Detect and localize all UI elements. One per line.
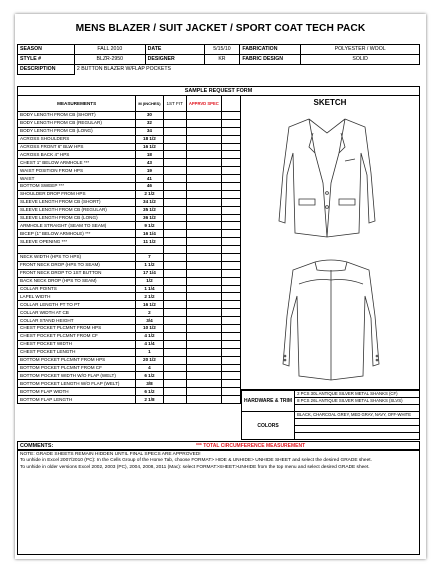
- extra-cell[interactable]: [221, 364, 240, 372]
- measurement-label: CHEST POCKET WIDTH: [18, 340, 136, 348]
- fabrication-label: FABRICATION: [240, 45, 301, 55]
- extra-cell[interactable]: [221, 293, 240, 301]
- first-fit-cell[interactable]: [163, 198, 186, 206]
- extra-cell[interactable]: [221, 159, 240, 167]
- first-fit-cell[interactable]: [163, 325, 186, 333]
- measurement-row: [18, 340, 241, 348]
- approved-spec-cell[interactable]: [186, 317, 221, 325]
- date-label: DATE: [145, 45, 204, 55]
- designer-label: DESIGNER: [145, 55, 204, 65]
- approved-spec-cell[interactable]: [186, 198, 221, 206]
- form-title: SAMPLE REQUEST FORM: [17, 86, 420, 95]
- measurement-value[interactable]: 17 1/4: [136, 269, 163, 277]
- fabric-design-label: FABRIC DESIGN: [240, 55, 301, 65]
- approved-spec-cell[interactable]: [186, 340, 221, 348]
- measurement-value[interactable]: 9 1/2: [136, 222, 163, 230]
- approved-spec-cell[interactable]: [186, 269, 221, 277]
- measurement-row: [18, 230, 241, 238]
- hardware-line-3[interactable]: [295, 405, 420, 412]
- measurement-label: WAIST: [18, 175, 136, 183]
- approved-spec-cell[interactable]: [186, 380, 221, 388]
- measurement-row: [18, 269, 241, 277]
- measurement-row: [18, 135, 241, 143]
- first-fit-cell[interactable]: [163, 356, 186, 364]
- approved-spec-cell[interactable]: [186, 214, 221, 222]
- measurement-value[interactable]: 3/8: [136, 380, 163, 388]
- season-label: SEASON: [18, 45, 75, 55]
- page-title: MENS BLAZER / SUIT JACKET / SPORT COAT TECH PACK: [75, 23, 366, 34]
- extra-cell[interactable]: [221, 380, 240, 388]
- measurement-label: SLEEVE OPENING ***: [18, 238, 136, 246]
- measurement-value[interactable]: 18 1/2: [136, 135, 163, 143]
- measurement-label: BICEP (1" BELOW ARMHOLE) ***: [18, 230, 136, 238]
- approved-spec-cell[interactable]: [186, 309, 221, 317]
- approved-spec-cell[interactable]: [186, 190, 221, 198]
- measurement-label: CHEST POCKET PLCMNT FROM HPS: [18, 325, 136, 333]
- measurement-value[interactable]: 1 1/4: [136, 285, 163, 293]
- fabrication-value[interactable]: POLYESTER / WOOL: [301, 45, 420, 55]
- extra-cell[interactable]: [221, 285, 240, 293]
- colors-line-2[interactable]: [295, 419, 420, 426]
- extra-cell[interactable]: [221, 246, 240, 254]
- blazer-back-sketch: [275, 256, 387, 386]
- measurement-row: [18, 167, 241, 175]
- first-fit-cell[interactable]: [163, 167, 186, 175]
- measurement-row: [18, 325, 241, 333]
- measurement-row: [18, 183, 241, 191]
- hardware-line-2[interactable]: 8 PCS 26L ANTIQUE SILVER METAL SHANKS (SLVS): [295, 398, 420, 405]
- measurement-value[interactable]: 3/4: [136, 317, 163, 325]
- first-fit-cell[interactable]: [163, 301, 186, 309]
- first-fit-cell[interactable]: [163, 309, 186, 317]
- measurement-value[interactable]: 11 1/2: [136, 238, 163, 246]
- extra-cell[interactable]: [221, 214, 240, 222]
- measurement-value[interactable]: 34: [136, 127, 163, 135]
- measurement-row: [18, 151, 241, 159]
- extra-cell[interactable]: [221, 356, 240, 364]
- approved-spec-cell[interactable]: [186, 127, 221, 135]
- measurement-label: COLLAR LENGTH PT TO PT: [18, 301, 136, 309]
- extra-cell[interactable]: [221, 183, 240, 191]
- approved-spec-cell[interactable]: [186, 356, 221, 364]
- measurement-label: FRONT NECK DROP (HPS TO SEAM): [18, 261, 136, 269]
- colors-line-3[interactable]: [295, 426, 420, 433]
- first-fit-cell[interactable]: [163, 269, 186, 277]
- notes-line-1: NOTE: GRADE SHEETS REMAIN HIDDEN UNTIL FINAL SPECS ARE APPROVED!: [20, 452, 201, 457]
- first-fit-cell[interactable]: [163, 183, 186, 191]
- measurement-row: [18, 348, 241, 356]
- first-fit-cell[interactable]: [163, 151, 186, 159]
- measurement-row: [18, 206, 241, 214]
- extra-cell[interactable]: [221, 222, 240, 230]
- measurement-row: [18, 198, 241, 206]
- measurement-value[interactable]: 20 1/2: [136, 356, 163, 364]
- first-fit-cell[interactable]: [163, 317, 186, 325]
- approved-spec-cell[interactable]: [186, 175, 221, 183]
- measurement-label: BOTTOM POCKET PLCMNT FROM HPS: [18, 356, 136, 364]
- extra-cell[interactable]: [221, 269, 240, 277]
- approved-spec-cell[interactable]: [186, 277, 221, 285]
- fabric-design-value[interactable]: SOLID: [301, 55, 420, 65]
- measurement-value[interactable]: 4: [136, 364, 163, 372]
- extra-cell[interactable]: [221, 135, 240, 143]
- measurement-label: BOTTOM SWEEP ***: [18, 183, 136, 191]
- measurement-label: LAPEL WIDTH: [18, 293, 136, 301]
- measurement-value[interactable]: 1/2: [136, 277, 163, 285]
- sketch-title: SKETCH: [313, 98, 347, 107]
- measurement-label: CHEST POCKET PLCMNT FROM CF: [18, 332, 136, 340]
- m-inches-header: M (INCHES): [136, 96, 163, 112]
- measurement-row: [18, 127, 241, 135]
- first-fit-cell[interactable]: [163, 190, 186, 198]
- measurement-value[interactable]: [136, 246, 163, 254]
- extra-cell[interactable]: [221, 238, 240, 246]
- measurement-value[interactable]: 43: [136, 159, 163, 167]
- comments-row: [17, 441, 420, 450]
- extra-cell[interactable]: [221, 167, 240, 175]
- first-fit-cell[interactable]: [163, 159, 186, 167]
- approved-spec-cell[interactable]: [186, 151, 221, 159]
- measurement-value[interactable]: 34 1/2: [136, 198, 163, 206]
- designer-value[interactable]: KR: [204, 55, 240, 65]
- first-fit-cell[interactable]: [163, 396, 186, 404]
- first-fit-cell[interactable]: [163, 214, 186, 222]
- measurement-label: ACROSS FRONT 6" BLW HPS: [18, 143, 136, 151]
- colors-line-4[interactable]: [295, 433, 420, 440]
- measurement-row: [18, 301, 241, 309]
- measurement-row: [18, 238, 241, 246]
- approved-spec-cell[interactable]: [186, 261, 221, 269]
- first-fit-cell[interactable]: [163, 119, 186, 127]
- measurement-row: [18, 309, 241, 317]
- info-table: [17, 44, 420, 75]
- description-value[interactable]: 2 BUTTON BLAZER W/FLAP POCKETS: [74, 65, 419, 75]
- sketch-area: [241, 95, 420, 390]
- measurement-value[interactable]: 10 1/2: [136, 325, 163, 333]
- date-value[interactable]: 5/15/10: [204, 45, 240, 55]
- measurement-label: NECK WIDTH (HPS TO HPS): [18, 254, 136, 262]
- extra-cell[interactable]: [221, 190, 240, 198]
- measurement-value[interactable]: 18: [136, 151, 163, 159]
- measurement-value[interactable]: 19: [136, 167, 163, 175]
- hardware-label: HARDWARE & TRIM: [242, 391, 295, 412]
- approved-spec-cell[interactable]: [186, 143, 221, 151]
- measurement-row: [18, 277, 241, 285]
- measurement-row: [18, 317, 241, 325]
- measurement-value[interactable]: 4 1/2: [136, 332, 163, 340]
- first-fit-cell[interactable]: [163, 254, 186, 262]
- measurement-label: COLLAR POINTS: [18, 285, 136, 293]
- colors-value[interactable]: BLACK, CHARCOAL GREY, MED GRAY, NAVY, OFF-WHITE: [295, 412, 420, 419]
- measurement-value[interactable]: 1 1/2: [136, 261, 163, 269]
- approved-spec-cell[interactable]: [186, 396, 221, 404]
- approved-spec-cell[interactable]: [186, 135, 221, 143]
- first-fit-cell[interactable]: [163, 285, 186, 293]
- measurement-value[interactable]: 16 1/4: [136, 230, 163, 238]
- approved-spec-cell[interactable]: [186, 183, 221, 191]
- first-fit-cell[interactable]: [163, 332, 186, 340]
- first-fit-cell[interactable]: [163, 340, 186, 348]
- extra-cell[interactable]: [221, 396, 240, 404]
- circumference-note: *** TOTAL CIRCUMFERENCE MEASUREMENT: [196, 443, 306, 449]
- first-fit-cell[interactable]: [163, 238, 186, 246]
- style-label: STYLE #: [18, 55, 75, 65]
- extra-cell[interactable]: [221, 388, 240, 396]
- first-fit-cell[interactable]: [163, 135, 186, 143]
- measurement-row: [18, 293, 241, 301]
- measurement-value[interactable]: 46: [136, 183, 163, 191]
- measurement-value[interactable]: 2 1/2: [136, 293, 163, 301]
- season-value[interactable]: FALL 2010: [74, 45, 145, 55]
- measurement-label: BOTTOM POCKET PLCMNT FROM CF: [18, 364, 136, 372]
- approved-spec-cell[interactable]: [186, 372, 221, 380]
- first-fit-cell[interactable]: [163, 222, 186, 230]
- measurements-table: [17, 95, 241, 404]
- measurement-row: [18, 246, 241, 254]
- first-fit-cell[interactable]: [163, 230, 186, 238]
- measurement-label: SHOULDER DROP FROM HPS: [18, 190, 136, 198]
- measurements-header: MEASUREMENTS: [18, 96, 136, 112]
- measurement-value[interactable]: 2 1/8: [136, 396, 163, 404]
- measurement-value[interactable]: 16 1/2: [136, 143, 163, 151]
- measurement-row: [18, 364, 241, 372]
- description-label: DESCRIPTION: [18, 65, 75, 75]
- measurement-row: [18, 190, 241, 198]
- extra-cell[interactable]: [221, 325, 240, 333]
- measurement-label: COLLAR WIDTH AT CB: [18, 309, 136, 317]
- approved-spec-cell[interactable]: [186, 119, 221, 127]
- approved-spec-cell[interactable]: [186, 364, 221, 372]
- approved-spec-header: APPRVD SPEC: [186, 96, 221, 112]
- first-fit-cell[interactable]: [163, 348, 186, 356]
- measurement-row: [18, 372, 241, 380]
- approved-spec-cell[interactable]: [186, 112, 221, 120]
- blank-header: [221, 96, 240, 112]
- measurement-row: [18, 261, 241, 269]
- approved-spec-cell[interactable]: [186, 254, 221, 262]
- first-fit-header: 1ST FIT: [163, 96, 186, 112]
- extra-cell[interactable]: [221, 112, 240, 120]
- extra-cell[interactable]: [221, 301, 240, 309]
- measurement-label: ACROSS SHOULDERS: [18, 135, 136, 143]
- first-fit-cell[interactable]: [163, 380, 186, 388]
- extra-cell[interactable]: [221, 127, 240, 135]
- measurement-value[interactable]: 4 1/4: [136, 340, 163, 348]
- first-fit-cell[interactable]: [163, 127, 186, 135]
- extra-cell[interactable]: [221, 230, 240, 238]
- extra-cell[interactable]: [221, 309, 240, 317]
- extra-cell[interactable]: [221, 261, 240, 269]
- measurement-label: BACK NECK DROP (HPS TO SEAM): [18, 277, 136, 285]
- measurement-row: [18, 143, 241, 151]
- approved-spec-cell[interactable]: [186, 388, 221, 396]
- approved-spec-cell[interactable]: [186, 332, 221, 340]
- extra-cell[interactable]: [221, 254, 240, 262]
- measurement-row: [18, 222, 241, 230]
- extra-cell[interactable]: [221, 151, 240, 159]
- tech-pack-sheet: [15, 14, 426, 559]
- extra-cell[interactable]: [221, 175, 240, 183]
- extra-cell[interactable]: [221, 340, 240, 348]
- measurement-label: BODY LENGTH FROM CB (LONG): [18, 127, 136, 135]
- approved-spec-cell[interactable]: [186, 348, 221, 356]
- first-fit-cell[interactable]: [163, 206, 186, 214]
- measurement-label: BOTTOM POCKET LENGTH W/O FLAP (WELT): [18, 380, 136, 388]
- style-value[interactable]: BLZR-2950: [74, 55, 145, 65]
- first-fit-cell[interactable]: [163, 277, 186, 285]
- measurement-label: BOTTOM POCKET WIDTH W/O FLAP (WELT): [18, 372, 136, 380]
- measurement-label: BOTTOM FLAP LENGTH: [18, 396, 136, 404]
- measurement-label: BODY LENGTH FROM CB (REGULAR): [18, 119, 136, 127]
- measurement-label: ARMHOLE STRAIGHT (SEAM TO SEAM): [18, 222, 136, 230]
- approved-spec-cell[interactable]: [186, 206, 221, 214]
- measurement-row: [18, 112, 241, 120]
- extra-cell[interactable]: [221, 143, 240, 151]
- first-fit-cell[interactable]: [163, 143, 186, 151]
- first-fit-cell[interactable]: [163, 246, 186, 254]
- comments-label: COMMENTS:: [20, 443, 54, 449]
- measurement-row: [18, 159, 241, 167]
- measurement-row: [18, 332, 241, 340]
- first-fit-cell[interactable]: [163, 372, 186, 380]
- measurement-value[interactable]: 32: [136, 119, 163, 127]
- measurement-row: [18, 175, 241, 183]
- first-fit-cell[interactable]: [163, 261, 186, 269]
- blazer-front-sketch: [271, 113, 383, 243]
- extra-cell[interactable]: [221, 332, 240, 340]
- measurement-label: WAIST POSITION FROM HPS: [18, 167, 136, 175]
- first-fit-cell[interactable]: [163, 388, 186, 396]
- approved-spec-cell[interactable]: [186, 325, 221, 333]
- approved-spec-cell[interactable]: [186, 230, 221, 238]
- measurement-row: [18, 380, 241, 388]
- measurement-value[interactable]: 1: [136, 348, 163, 356]
- measurement-row: [18, 396, 241, 404]
- measurement-label: SLEEVE LENGTH FROM CB (SHORT): [18, 198, 136, 206]
- hardware-colors-table: [241, 390, 420, 440]
- measurement-row: [18, 214, 241, 222]
- measurement-value[interactable]: 7: [136, 254, 163, 262]
- approved-spec-cell[interactable]: [186, 301, 221, 309]
- measurement-label: CHEST POCKET LENGTH: [18, 348, 136, 356]
- extra-cell[interactable]: [221, 206, 240, 214]
- measurement-label: ACROSS BACK 4" HPS: [18, 151, 136, 159]
- extra-cell[interactable]: [221, 348, 240, 356]
- colors-label: COLORS: [242, 412, 295, 440]
- extra-cell[interactable]: [221, 198, 240, 206]
- approved-spec-cell[interactable]: [186, 238, 221, 246]
- measurement-value[interactable]: 36 1/2: [136, 214, 163, 222]
- measurement-value[interactable]: 6 1/2: [136, 388, 163, 396]
- first-fit-cell[interactable]: [163, 364, 186, 372]
- extra-cell[interactable]: [221, 372, 240, 380]
- measurement-row: [18, 388, 241, 396]
- approved-spec-cell[interactable]: [186, 293, 221, 301]
- first-fit-cell[interactable]: [163, 293, 186, 301]
- measurement-label: BODY LENGTH FROM CB (SHORT): [18, 112, 136, 120]
- measurement-row: [18, 285, 241, 293]
- measurement-label: CHEST 1" BELOW ARMHOLE ***: [18, 159, 136, 167]
- extra-cell[interactable]: [221, 119, 240, 127]
- first-fit-cell[interactable]: [163, 175, 186, 183]
- measurement-value[interactable]: 41: [136, 175, 163, 183]
- notes-line-2: To unhide in Excel 2007/2010 (PC): In the Cells Group of the Home Tab, choose FORMAT> HIDE & UNHIDE> UNHIDE SHEET and select the desired GRADE sheet.: [20, 458, 372, 464]
- measurement-label: SLEEVE LENGTH FROM CB (REGULAR): [18, 206, 136, 214]
- first-fit-cell[interactable]: [163, 112, 186, 120]
- measurement-label: SLEEVE LENGTH FROM CB (LONG): [18, 214, 136, 222]
- measurement-value[interactable]: 2: [136, 309, 163, 317]
- measurement-value[interactable]: 30: [136, 112, 163, 120]
- extra-cell[interactable]: [221, 277, 240, 285]
- approved-spec-cell[interactable]: [186, 285, 221, 293]
- hardware-line-1[interactable]: 2 PCS 30L ANTIQUE SILVER METAL SHANKS (CF): [295, 391, 420, 398]
- notes-box[interactable]: [17, 450, 420, 555]
- measurement-value[interactable]: 6 1/2: [136, 372, 163, 380]
- approved-spec-cell[interactable]: [186, 222, 221, 230]
- measurement-row: [18, 254, 241, 262]
- notes-line-3: To unhide in older versions Excel 2002, 2003 (PC), 2004, 2008, 2011 (Mac): select FORMAT>SHEET>UNHIDE from the top menu and select desired GRADE sheet.: [20, 464, 370, 470]
- approved-spec-cell[interactable]: [186, 167, 221, 175]
- extra-cell[interactable]: [221, 317, 240, 325]
- measurement-label: [18, 246, 136, 254]
- measurement-row: [18, 356, 241, 364]
- measurement-label: COLLAR STAND HEIGHT: [18, 317, 136, 325]
- measurement-value[interactable]: 35 1/2: [136, 206, 163, 214]
- measurement-label: FRONT NECK DROP TO 1ST BUTTON: [18, 269, 136, 277]
- measurement-value[interactable]: 16 1/2: [136, 301, 163, 309]
- measurement-label: BOTTOM FLAP WIDTH: [18, 388, 136, 396]
- approved-spec-cell[interactable]: [186, 159, 221, 167]
- measurement-row: [18, 119, 241, 127]
- approved-spec-cell[interactable]: [186, 246, 221, 254]
- measurement-value[interactable]: 2 1/2: [136, 190, 163, 198]
